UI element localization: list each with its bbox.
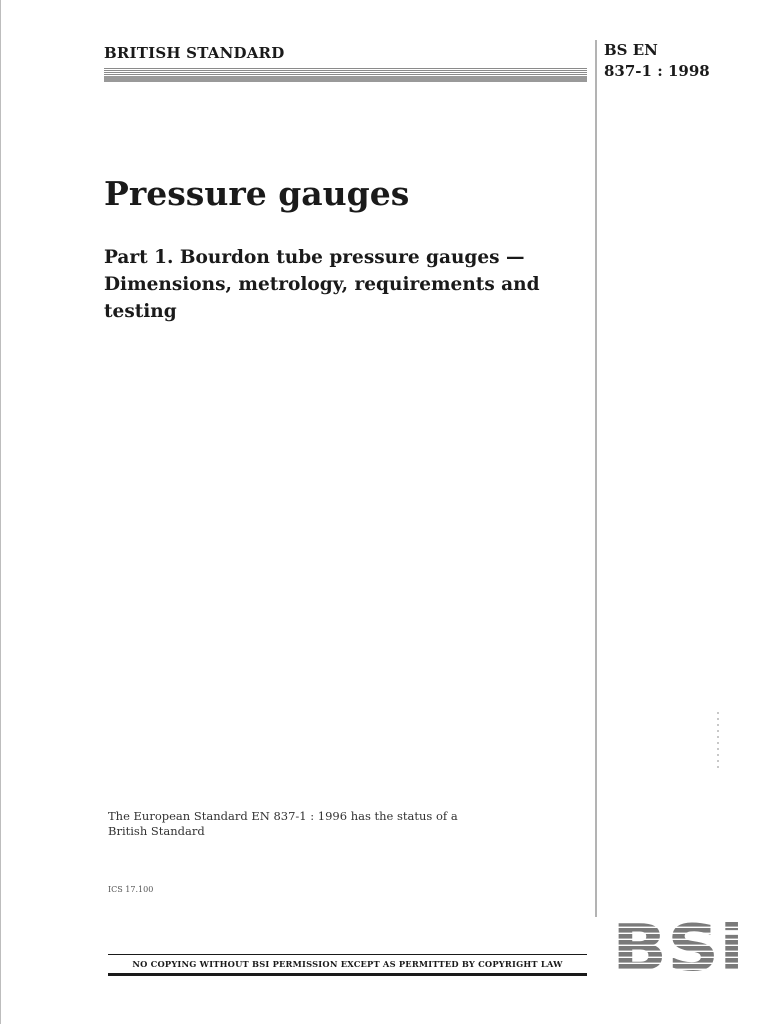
edge-marks [717,712,719,768]
header-rule [104,68,587,75]
bsi-logo-text: BSi [612,916,744,972]
subtitle-line-3: testing [104,301,177,322]
status-note-line-1: The European Standard EN 837-1 : 1996 has the status of a [108,809,458,823]
document-subtitle [104,244,588,325]
page-left-edge [0,0,1,1024]
document-type-label: BRITISH STANDARD [104,44,285,62]
document-title: Pressure gauges [104,174,410,213]
copyright-bar [108,954,587,976]
standard-number-line-1: BS EN [604,41,658,59]
copyright-notice: NO COPYING WITHOUT BSI PERMISSION EXCEPT AS PERMITTED BY COPYRIGHT LAW [132,959,563,969]
subtitle-line-1: Part 1. Bourdon tube pressure gauges — [104,247,525,268]
bsi-logo [610,916,746,972]
ics-code: ICS 17.100 [108,885,154,894]
status-note-line-2: British Standard [108,824,205,838]
standard-number-line-2: 837-1 : 1998 [604,62,710,80]
header-rule-solid [104,76,587,82]
vertical-divider [595,40,597,917]
status-note [108,809,468,839]
standard-number [604,40,710,82]
subtitle-line-2: Dimensions, metrology, requirements and [104,274,540,295]
